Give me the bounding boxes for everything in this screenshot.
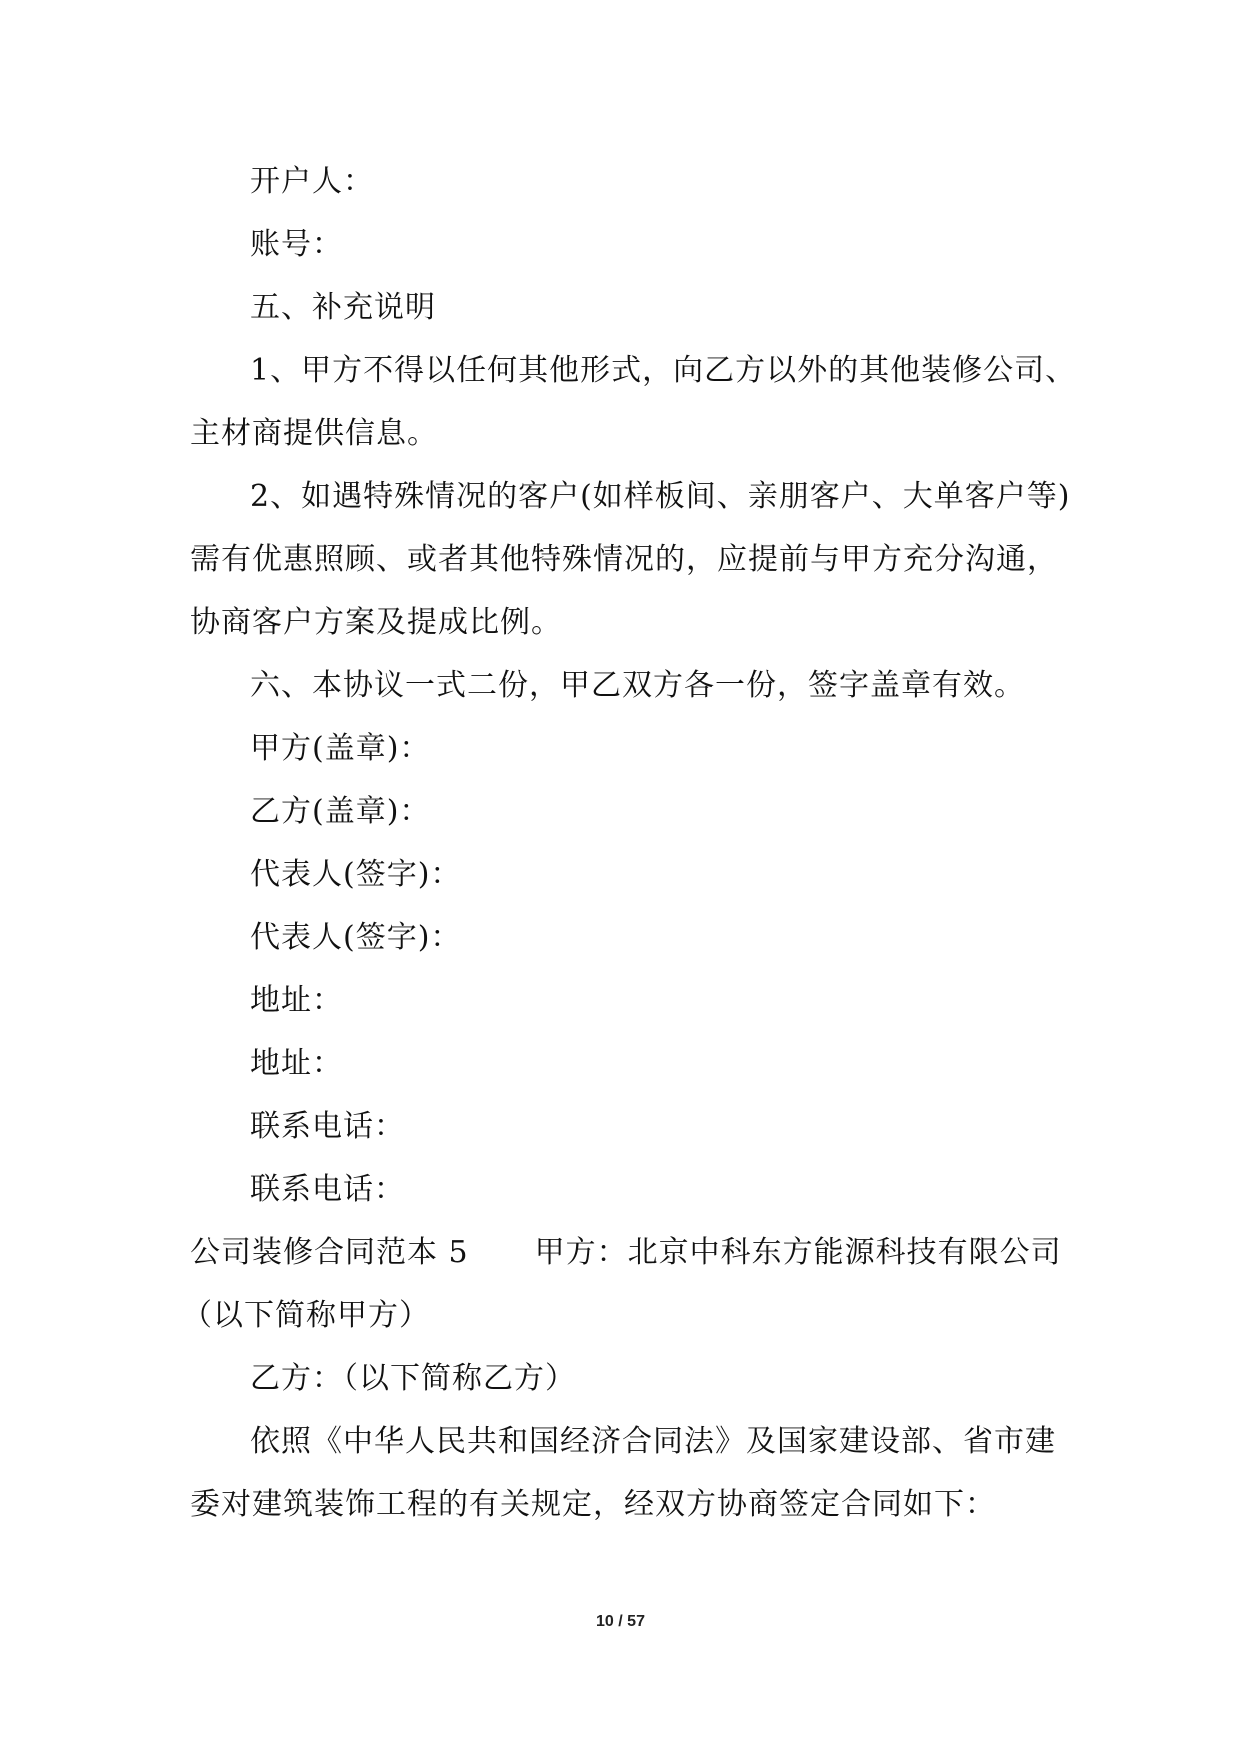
account-holder-label: 开户人：	[250, 164, 374, 199]
page-number: 10 / 57	[596, 1613, 645, 1630]
section-five-heading: 五、补充说明	[250, 290, 436, 325]
address-label-a: 地址：	[250, 983, 343, 1018]
address-label-b: 地址：	[250, 1046, 343, 1081]
party-a-abbreviation: （以下简称甲方）	[182, 1298, 430, 1333]
party-b-seal-label: 乙方(盖章)：	[250, 794, 431, 829]
section-six-text: 六、本协议一式二份，甲乙双方各一份，签字盖章有效。	[250, 668, 1025, 703]
preamble-line-2: 委对建筑装饰工程的有关规定，经双方协商签定合同如下：	[190, 1487, 996, 1522]
party-a-seal-label: 甲方(盖章)：	[250, 731, 431, 766]
clause-1-line-2: 主材商提供信息。	[190, 416, 438, 451]
clause-1-line-1: 1、甲方不得以任何其他形式，向乙方以外的其他装修公司、	[250, 353, 1077, 388]
representative-signature-label-a: 代表人(签字)：	[250, 857, 462, 892]
clause-2-line-2: 需有优惠照顾、或者其他特殊情况的，应提前与甲方充分沟通，	[190, 542, 1058, 577]
party-a-name: 甲方：北京中科东方能源科技有限公司	[534, 1235, 1062, 1270]
phone-label-b: 联系电话：	[250, 1172, 405, 1207]
clause-2-line-1: 2、如遇特殊情况的客户(如样板间、亲朋客户、大单客户等)	[250, 479, 1071, 514]
representative-signature-label-b: 代表人(签字)：	[250, 920, 462, 955]
contract-heading	[190, 1233, 1062, 1273]
preamble-line-1: 依照《中华人民共和国经济合同法》及国家建设部、省市建	[250, 1424, 1056, 1459]
account-number-label: 账号：	[250, 227, 343, 262]
party-b-line: 乙方：（以下简称乙方）	[250, 1361, 576, 1396]
clause-2-line-3: 协商客户方案及提成比例。	[190, 605, 562, 640]
phone-label-a: 联系电话：	[250, 1109, 405, 1144]
contract-title: 公司装修合同范本 5	[190, 1235, 469, 1270]
